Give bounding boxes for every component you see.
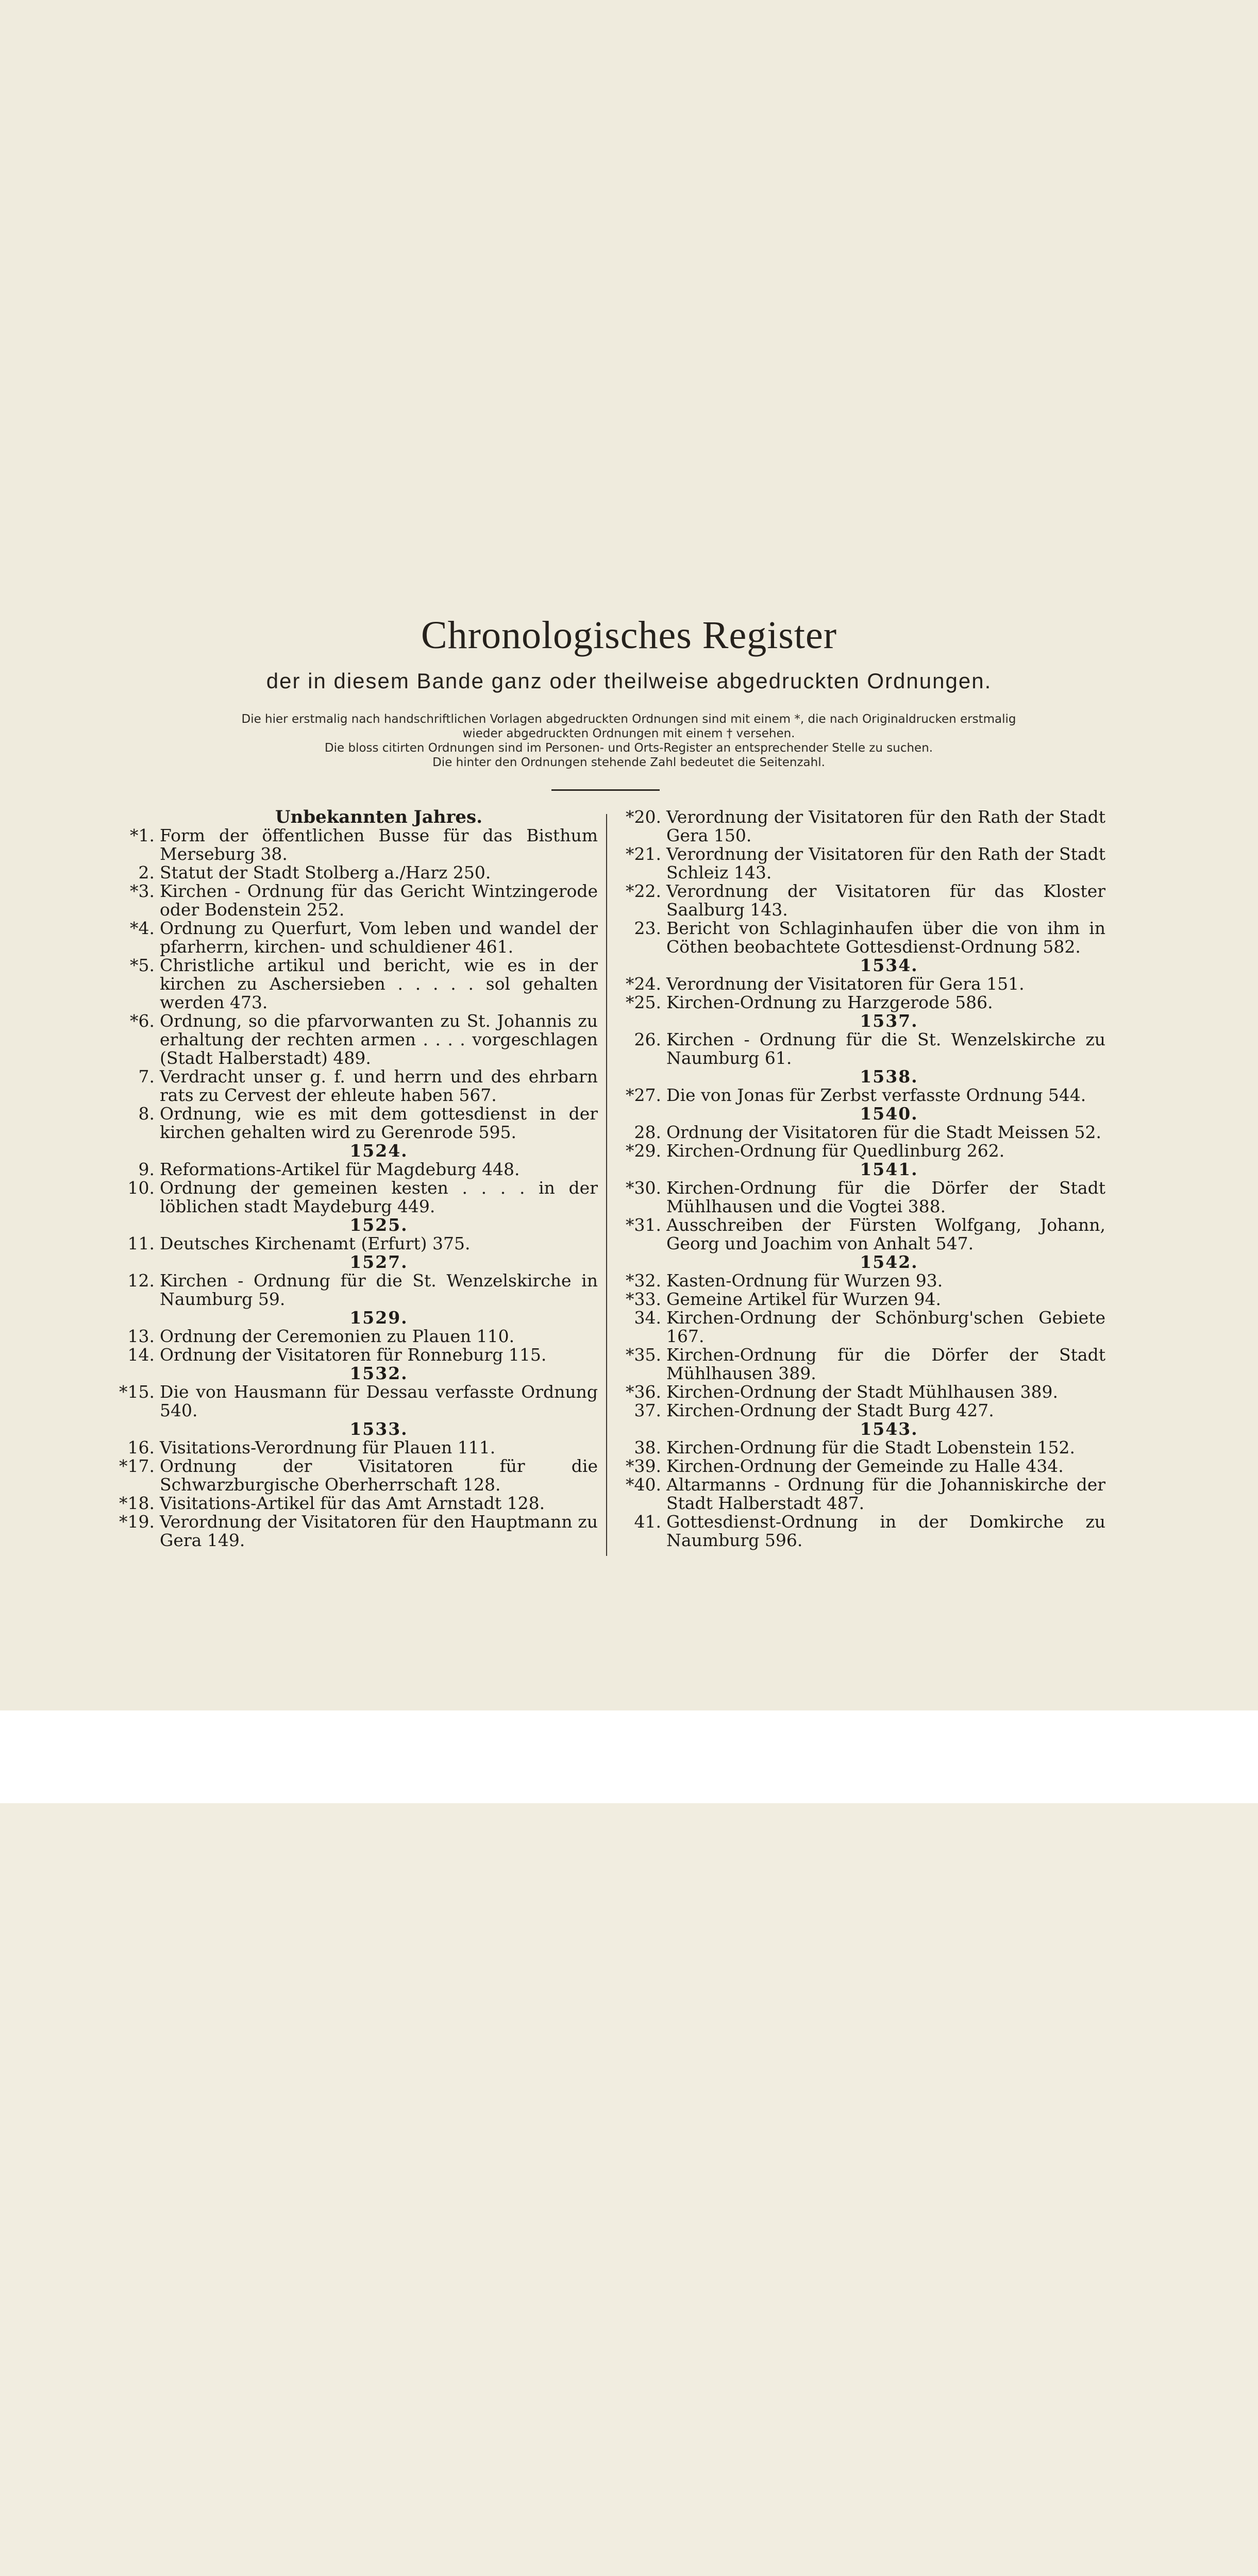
year-heading: 1524. bbox=[349, 1141, 408, 1161]
entry-text: Ordnung, so die pfarvorwanten zu St. Johannis zu erhaltung der rechten armen . . . . vorgeschlagen (Stadt Halberstadt) 489. bbox=[160, 1011, 598, 1068]
entry-text: Christliche artikul und bericht, wie es in der kirchen zu Aschersieben . . . . . sol gehalten werden 473. bbox=[160, 955, 598, 1012]
register-entry bbox=[616, 1290, 1105, 1309]
entry-number: *6. bbox=[130, 1011, 155, 1031]
register-entry bbox=[103, 1346, 598, 1364]
entry-number: 23. bbox=[634, 918, 661, 938]
entry-number: *27. bbox=[626, 1085, 661, 1105]
entry-number: 13. bbox=[127, 1326, 155, 1346]
entry-number: 8. bbox=[138, 1104, 155, 1124]
entry-text: Kirchen - Ordnung für die St. Wenzelskirche in Naumburg 59. bbox=[160, 1270, 598, 1309]
entry-text: Kirchen-Ordnung zu Harzgerode 586. bbox=[666, 992, 993, 1012]
year-heading: 1529. bbox=[349, 1308, 408, 1328]
note-line: Die bloss citirten Ordnungen sind im Personen- und Orts-Register an entsprechender Stelle zu suchen. bbox=[324, 741, 933, 755]
note-line: Die hinter den Ordnungen stehende Zahl bedeutet die Seitenzahl. bbox=[432, 756, 825, 769]
register-entry bbox=[103, 1438, 598, 1457]
entry-text: Altarmanns - Ordnung für die Johanniskirche der Stadt Halberstadt 487. bbox=[666, 1475, 1105, 1513]
register-entry bbox=[103, 1327, 598, 1346]
year-heading: 1543. bbox=[860, 1419, 918, 1439]
entry-number: *33. bbox=[626, 1289, 661, 1309]
separator-rule bbox=[551, 789, 660, 791]
entry-number: *29. bbox=[626, 1141, 661, 1161]
register-entry bbox=[103, 826, 598, 863]
page-subtitle: der in diesem Bande ganz oder theilweise abgedruckten Ordnungen. bbox=[266, 669, 992, 693]
entry-number: *39. bbox=[626, 1456, 661, 1476]
entry-text: Verordnung der Visitatoren für den Rath der Stadt Gera 150. bbox=[666, 807, 1105, 845]
entry-number: 38. bbox=[634, 1437, 661, 1458]
year-heading: 1540. bbox=[860, 1104, 918, 1124]
entry-text: Kasten-Ordnung für Wurzen 93. bbox=[666, 1270, 943, 1291]
entry-text: Deutsches Kirchenamt (Erfurt) 375. bbox=[160, 1233, 471, 1253]
entry-number: *40. bbox=[626, 1475, 661, 1495]
year-heading: 1537. bbox=[860, 1011, 918, 1031]
entry-number: 41. bbox=[634, 1512, 661, 1532]
entry-text: Kirchen-Ordnung der Stadt Burg 427. bbox=[666, 1400, 994, 1420]
register-entry bbox=[616, 1438, 1105, 1457]
register-entry bbox=[103, 882, 598, 919]
year-heading: 1541. bbox=[860, 1159, 918, 1179]
entry-text: Ordnung, wie es mit dem gottesdienst in der kirchen gehalten wird zu Gerenrode 595. bbox=[160, 1104, 598, 1142]
entry-text: Ordnung der gemeinen kesten . . . . in der löblichen stadt Maydeburg 449. bbox=[160, 1178, 598, 1216]
register-entry bbox=[103, 1513, 598, 1550]
editorial-notes bbox=[103, 712, 1154, 770]
year-heading: 1542. bbox=[860, 1252, 918, 1272]
register-entry bbox=[616, 882, 1105, 919]
entry-text: Kirchen-Ordnung für die Dörfer der Stadt Mühlhausen 389. bbox=[666, 1345, 1105, 1383]
register-right-column bbox=[616, 808, 1105, 1550]
entry-number: *24. bbox=[626, 974, 661, 994]
entry-text: Kirchen - Ordnung für das Gericht Wintzingerode oder Bodenstein 252. bbox=[160, 881, 598, 920]
page-title: Chronologisches Register bbox=[421, 614, 837, 657]
entry-text: Verordnung der Visitatoren für Gera 151. bbox=[666, 974, 1025, 994]
entry-number: *15. bbox=[119, 1382, 155, 1402]
entry-number: 37. bbox=[634, 1400, 661, 1420]
register-entry bbox=[616, 1142, 1105, 1160]
note-line: wieder abgedruckten Ordnungen mit einem † versehen. bbox=[462, 727, 795, 740]
entry-number: *31. bbox=[626, 1215, 661, 1235]
entry-text: Verdracht unser g. f. und herrn und des ehrbarn rats zu Cervest der ehleute haben 567. bbox=[160, 1066, 598, 1105]
register-entry bbox=[616, 1346, 1105, 1383]
entry-number: 34. bbox=[634, 1308, 661, 1328]
register-entry bbox=[616, 1457, 1105, 1476]
entry-text: Ordnung der Visitatoren für Ronneburg 115. bbox=[160, 1345, 547, 1365]
register-entry bbox=[103, 863, 598, 882]
entry-number: 14. bbox=[127, 1345, 155, 1365]
entry-number: 7. bbox=[138, 1066, 155, 1087]
entry-text: Gemeine Artikel für Wurzen 94. bbox=[666, 1289, 942, 1309]
register-left-column bbox=[103, 808, 598, 1550]
entry-text: Statut der Stadt Stolberg a./Harz 250. bbox=[160, 862, 491, 883]
entry-text: Gottesdienst-Ordnung in der Domkirche zu Naumburg 596. bbox=[666, 1512, 1105, 1550]
entry-number: *17. bbox=[119, 1456, 155, 1476]
entry-text: Kirchen-Ordnung der Stadt Mühlhausen 389. bbox=[666, 1382, 1059, 1402]
entry-number: *30. bbox=[626, 1178, 661, 1198]
note-line: Die hier erstmalig nach handschriftlichen Vorlagen abgedruckten Ordnungen sind mit einem *, die nach Originaldrucken erstmalig bbox=[241, 713, 1016, 726]
entry-number: 9. bbox=[138, 1159, 155, 1179]
register-entry bbox=[616, 1309, 1105, 1346]
register-entry bbox=[103, 1105, 598, 1142]
register-entry bbox=[103, 1272, 598, 1309]
register-entry bbox=[616, 1086, 1105, 1105]
register-entry bbox=[616, 975, 1105, 993]
entry-text: Die von Jonas für Zerbst verfasste Ordnung 544. bbox=[666, 1085, 1086, 1105]
entry-number: *1. bbox=[130, 825, 155, 845]
entry-number: 26. bbox=[634, 1029, 661, 1049]
entry-number: 16. bbox=[127, 1437, 155, 1458]
entry-number: *20. bbox=[626, 807, 661, 827]
entry-number: *25. bbox=[626, 992, 661, 1012]
register-entry bbox=[616, 845, 1105, 882]
entry-number: *19. bbox=[119, 1512, 155, 1532]
footer-bar bbox=[0, 1710, 1258, 1803]
register-entry bbox=[616, 808, 1105, 845]
entry-number: *4. bbox=[130, 918, 155, 938]
entry-text: Ausschreiben der Fürsten Wolfgang, Johann, Georg und Joachim von Anhalt 547. bbox=[666, 1215, 1105, 1253]
entry-text: Kirchen-Ordnung für die Stadt Lobenstein 152. bbox=[666, 1437, 1076, 1458]
entry-number: *18. bbox=[119, 1493, 155, 1513]
year-heading: 1527. bbox=[349, 1252, 408, 1272]
entry-text: Ordnung der Visitatoren für die Stadt Meissen 52. bbox=[666, 1122, 1101, 1142]
entry-number: *5. bbox=[130, 955, 155, 975]
register-entry bbox=[103, 1383, 598, 1420]
register-entry bbox=[616, 1030, 1105, 1067]
entry-number: 2. bbox=[138, 862, 155, 883]
register-entry bbox=[616, 1123, 1105, 1142]
entry-number: 12. bbox=[127, 1270, 155, 1291]
entry-text: Verordnung der Visitatoren für das Kloster Saalburg 143. bbox=[666, 881, 1105, 920]
register-entry bbox=[103, 956, 598, 1012]
register-entry bbox=[616, 1216, 1105, 1253]
register-entry bbox=[616, 1272, 1105, 1290]
entry-number: 28. bbox=[634, 1122, 661, 1142]
entry-text: Reformations-Artikel für Magdeburg 448. bbox=[160, 1159, 520, 1179]
entry-text: Verordnung der Visitatoren für den Rath der Stadt Schleiz 143. bbox=[666, 844, 1105, 883]
entry-text: Visitations-Verordnung für Plauen 111. bbox=[160, 1437, 496, 1458]
year-heading: 1538. bbox=[860, 1066, 918, 1087]
register-entry bbox=[103, 1012, 598, 1067]
register-entry bbox=[616, 1476, 1105, 1513]
entry-text: Ordnung der Ceremonien zu Plauen 110. bbox=[160, 1326, 515, 1346]
register-entry bbox=[616, 1179, 1105, 1216]
register-entry bbox=[103, 1494, 598, 1513]
year-heading: 1532. bbox=[349, 1363, 408, 1383]
entry-number: 10. bbox=[127, 1178, 155, 1198]
entry-number: *36. bbox=[626, 1382, 661, 1402]
entry-text: Kirchen-Ordnung der Gemeinde zu Halle 434. bbox=[666, 1456, 1064, 1476]
entry-text: Kirchen - Ordnung für die St. Wenzelskirche zu Naumburg 61. bbox=[666, 1029, 1105, 1068]
register-entry bbox=[103, 1234, 598, 1253]
register-entry bbox=[103, 919, 598, 956]
register-entry bbox=[103, 1179, 598, 1216]
entry-number: *32. bbox=[626, 1270, 661, 1291]
register-entry bbox=[616, 1401, 1105, 1420]
column-divider bbox=[606, 814, 607, 1556]
entry-number: *3. bbox=[130, 881, 155, 901]
year-heading: Unbekannten Jahres. bbox=[275, 807, 483, 827]
entry-text: Form der öffentlichen Busse für das Bisthum Merseburg 38. bbox=[160, 825, 598, 864]
year-heading: 1533. bbox=[349, 1419, 408, 1439]
entry-number: *22. bbox=[626, 881, 661, 901]
register-entry bbox=[103, 1457, 598, 1494]
register-entry bbox=[616, 993, 1105, 1012]
register-entry bbox=[103, 1160, 598, 1179]
entry-text: Kirchen-Ordnung für die Dörfer der Stadt Mühlhausen und die Vogtei 388. bbox=[666, 1178, 1105, 1216]
year-heading: 1525. bbox=[349, 1215, 408, 1235]
entry-text: Kirchen-Ordnung der Schönburg'schen Gebiete 167. bbox=[666, 1308, 1105, 1346]
year-heading: 1534. bbox=[860, 955, 918, 975]
entry-text: Bericht von Schlaginhaufen über die von ihm in Cöthen beobachtete Gottesdienst-Ordnung 582. bbox=[666, 918, 1105, 957]
entry-number: 11. bbox=[127, 1233, 155, 1253]
register-entry bbox=[616, 1383, 1105, 1401]
entry-text: Verordnung der Visitatoren für den Hauptmann zu Gera 149. bbox=[160, 1512, 598, 1550]
register-entry bbox=[616, 919, 1105, 956]
register-entry bbox=[616, 1513, 1105, 1550]
entry-number: *35. bbox=[626, 1345, 661, 1365]
entry-text: Kirchen-Ordnung für Quedlinburg 262. bbox=[666, 1141, 1005, 1161]
entry-number: *21. bbox=[626, 844, 661, 864]
entry-text: Ordnung der Visitatoren für die Schwarzburgische Oberherrschaft 128. bbox=[160, 1456, 598, 1495]
entry-text: Die von Hausmann für Dessau verfasste Ordnung 540. bbox=[160, 1382, 598, 1420]
entry-text: Ordnung zu Querfurt, Vom leben und wandel der pfarherrn, kirchen- und schuldiener 461. bbox=[160, 918, 598, 957]
entry-text: Visitations-Artikel für das Amt Arnstadt 128. bbox=[160, 1493, 545, 1513]
register-entry bbox=[103, 1067, 598, 1105]
